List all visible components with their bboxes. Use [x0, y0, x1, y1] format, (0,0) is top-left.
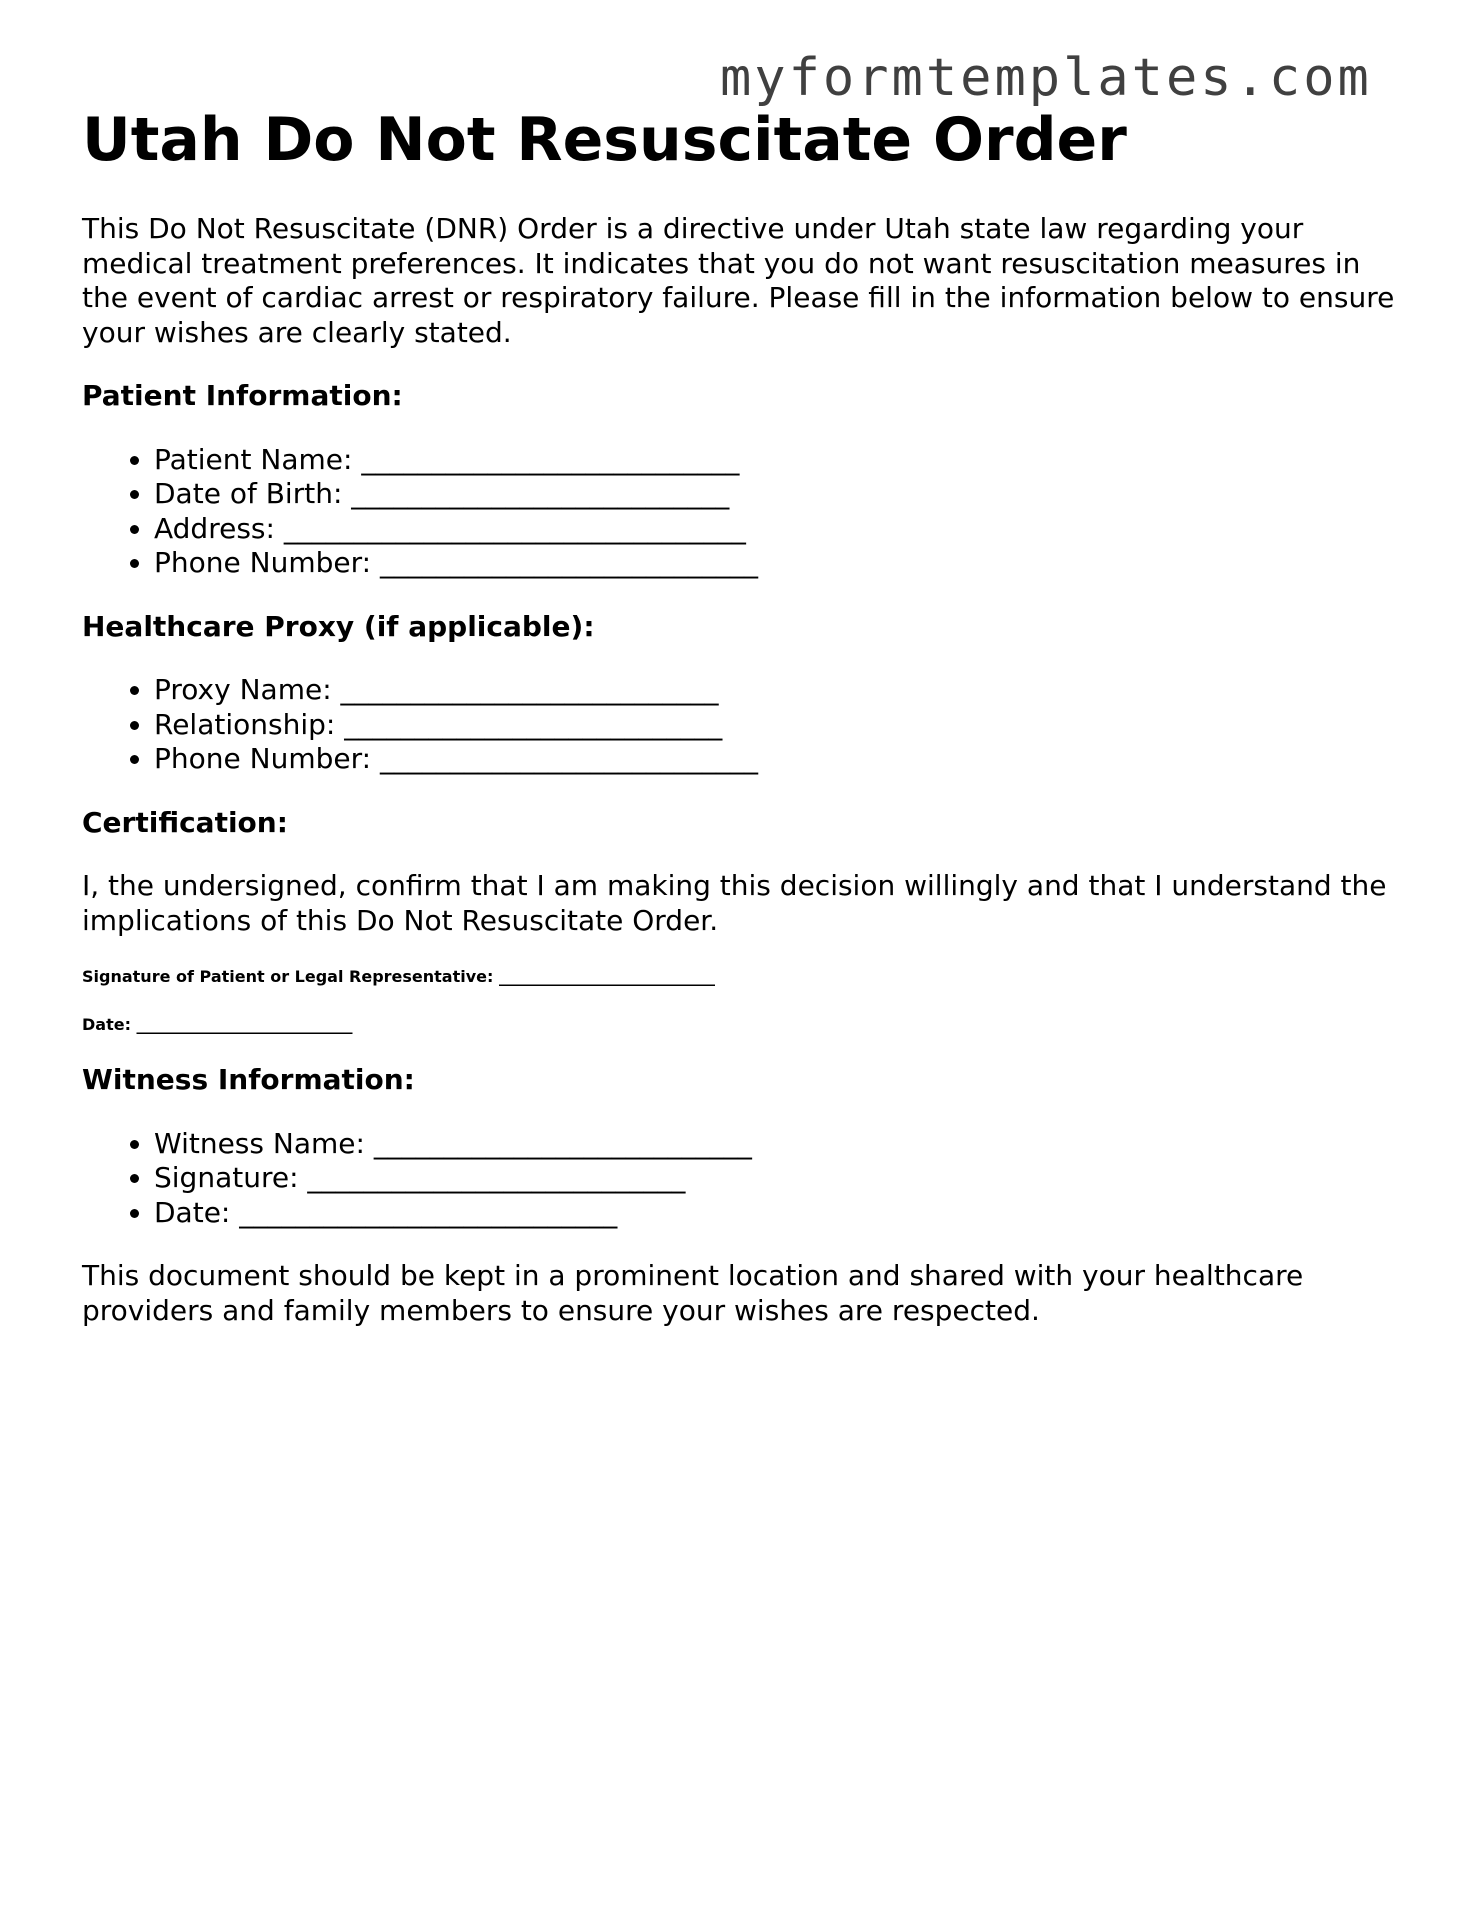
intro-paragraph: This Do Not Resuscitate (DNR) Order is a directive under Utah state law regarding your medical treatment preferences. It indicates that you do not want resuscitation measures in the event of cardiac arrest or respiratory failure. Please fill in the information below to ensure your wishes are clearly stated. [82, 212, 1395, 349]
proxy-phone-field[interactable]: • Phone Number: ___________________________ [154, 742, 1402, 777]
witness-date-field[interactable]: • Date: ___________________________ [154, 1196, 1402, 1231]
witness-signature-field[interactable]: • Signature: ___________________________ [154, 1161, 1402, 1196]
date-of-birth-field[interactable]: • Date of Birth: ___________________________ [154, 477, 1402, 512]
healthcare-proxy-heading: Healthcare Proxy (if applicable): [82, 609, 595, 643]
proxy-name-field[interactable]: • Proxy Name: ___________________________ [154, 673, 1402, 708]
document-page [82, 100, 1402, 1328]
watermark-text: myformtemplates.com [720, 48, 1372, 108]
patient-information-list [82, 443, 1402, 581]
signature-line[interactable]: Signature of Patient or Legal Representative: ___________________________ [82, 967, 715, 986]
patient-information-heading: Patient Information: [82, 379, 403, 412]
certification-heading: Certification: [82, 805, 288, 839]
witness-information-heading: Witness Information: [82, 1063, 415, 1096]
date-line[interactable]: Date: ___________________________ [82, 1015, 353, 1034]
healthcare-proxy-list [82, 673, 1402, 777]
witness-information-list [82, 1127, 1402, 1231]
witness-name-field[interactable]: • Witness Name: ___________________________ [154, 1127, 1402, 1162]
closing-paragraph: This document should be kept in a prominent location and shared with your healthcare providers and family members to ensure your wishes are respected. [82, 1259, 1304, 1327]
certification-text: I, the undersigned, confirm that I am making this decision willingly and that I understand the implications of this Do Not Resuscitate Order. [82, 869, 1387, 937]
relationship-field[interactable]: • Relationship: ___________________________ [154, 708, 1402, 743]
document-title: Utah Do Not Resuscitate Order [82, 105, 1127, 175]
address-field[interactable]: • Address: _________________________________ [154, 512, 1402, 547]
patient-phone-field[interactable]: • Phone Number: ___________________________ [154, 546, 1402, 581]
patient-name-field[interactable]: • Patient Name: ___________________________ [154, 443, 1402, 478]
